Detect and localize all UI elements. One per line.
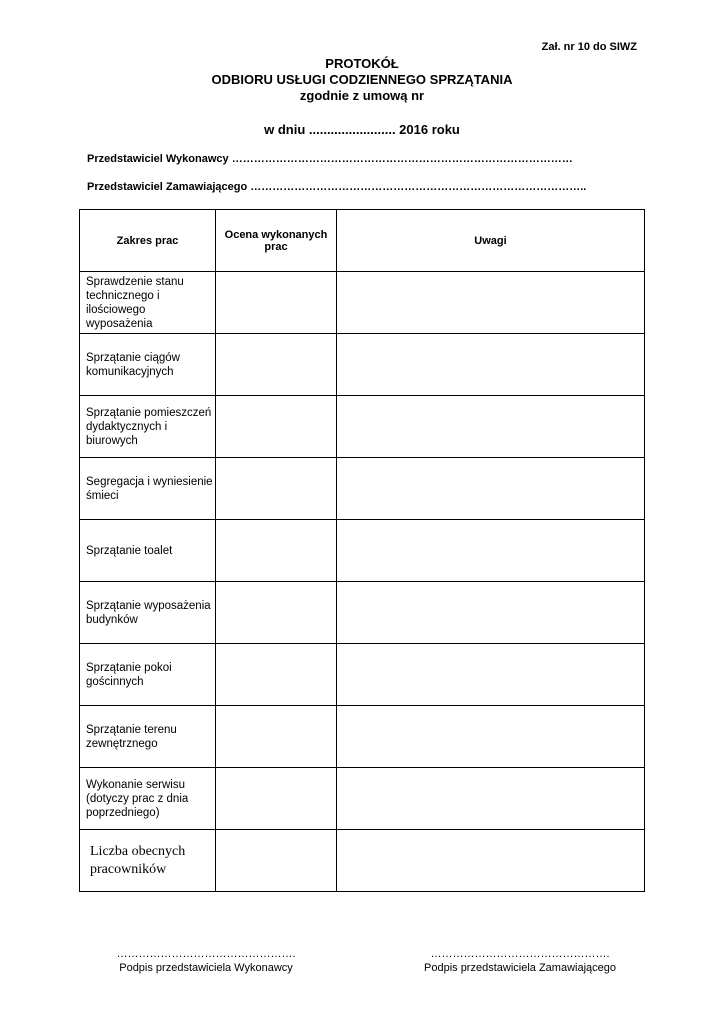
table-row — [80, 272, 645, 334]
task-cell: Sprzątanie terenu zewnętrznego — [80, 706, 216, 768]
task-cell: Sprzątanie ciągów komunikacyjnych — [80, 334, 216, 396]
rating-cell[interactable] — [216, 644, 337, 706]
rating-cell[interactable] — [216, 458, 337, 520]
table-row — [80, 458, 645, 520]
rating-cell[interactable] — [216, 520, 337, 582]
signature-label: Podpis przedstawiciela Wykonawcy — [119, 962, 293, 974]
task-cell: Sprzątanie wyposażenia budynków — [80, 582, 216, 644]
table-header-row — [80, 210, 645, 272]
date-line: w dniu ........................ 2016 roku — [264, 122, 460, 137]
client-representative: Przedstawiciel Zamawiającego ……………………………………………………………………………….. — [87, 181, 587, 193]
table-row — [80, 768, 645, 830]
task-cell: Sprzątanie pokoi gościnnych — [80, 644, 216, 706]
task-cell: Segregacja i wyniesienie śmieci — [80, 458, 216, 520]
protocol-table — [79, 209, 645, 892]
remarks-cell[interactable] — [337, 644, 645, 706]
title-line-2: ODBIORU USŁUGI CODZIENNEGO SPRZĄTANIA — [211, 72, 513, 87]
table-row — [80, 334, 645, 396]
task-cell: Sprawdzenie stanu technicznego i ilościowego wyposażenia — [80, 272, 216, 334]
header-remarks: Uwagi — [337, 210, 645, 272]
title-line-3: zgodnie z umową nr — [299, 88, 425, 103]
title-line-1: PROTOKÓŁ — [325, 56, 399, 71]
remarks-cell[interactable] — [337, 520, 645, 582]
table-row — [80, 396, 645, 458]
remarks-cell[interactable] — [337, 768, 645, 830]
signature-line: …………………………………………. — [116, 948, 296, 960]
rating-cell[interactable] — [216, 334, 337, 396]
remarks-cell[interactable] — [337, 458, 645, 520]
remarks-cell[interactable] — [337, 706, 645, 768]
annex-label: Zał. nr 10 do SIWZ — [541, 41, 637, 53]
remarks-cell[interactable] — [337, 334, 645, 396]
header-scope: Zakres prac — [80, 210, 216, 272]
remarks-cell[interactable] — [337, 272, 645, 334]
signature-line: …………………………………………. — [430, 948, 610, 960]
remarks-cell[interactable] — [337, 830, 645, 892]
rating-cell[interactable] — [216, 768, 337, 830]
remarks-cell[interactable] — [337, 396, 645, 458]
table-row — [80, 644, 645, 706]
table-row — [80, 830, 645, 892]
task-cell: Wykonanie serwisu (dotyczy prac z dnia poprzedniego) — [80, 768, 216, 830]
table-row — [80, 582, 645, 644]
table-row — [80, 706, 645, 768]
rating-cell[interactable] — [216, 396, 337, 458]
rating-cell[interactable] — [216, 830, 337, 892]
task-cell: Sprzątanie toalet — [80, 520, 216, 582]
contractor-representative: Przedstawiciel Wykonawcy ………………………………………………………………………………… — [87, 153, 573, 165]
header-rating: Ocena wykonanych prac — [216, 210, 337, 272]
table-row — [80, 520, 645, 582]
rating-cell[interactable] — [216, 582, 337, 644]
signature-label: Podpis przedstawiciela Zamawiającego — [424, 962, 616, 974]
rating-cell[interactable] — [216, 272, 337, 334]
task-cell: Sprzątanie pomieszczeń dydaktycznych i biurowych — [80, 396, 216, 458]
remarks-cell[interactable] — [337, 582, 645, 644]
document-title — [0, 56, 724, 104]
client-signature — [400, 948, 640, 974]
rating-cell[interactable] — [216, 706, 337, 768]
task-cell: Liczba obecnych pracowników — [80, 830, 216, 892]
contractor-signature — [86, 948, 326, 974]
